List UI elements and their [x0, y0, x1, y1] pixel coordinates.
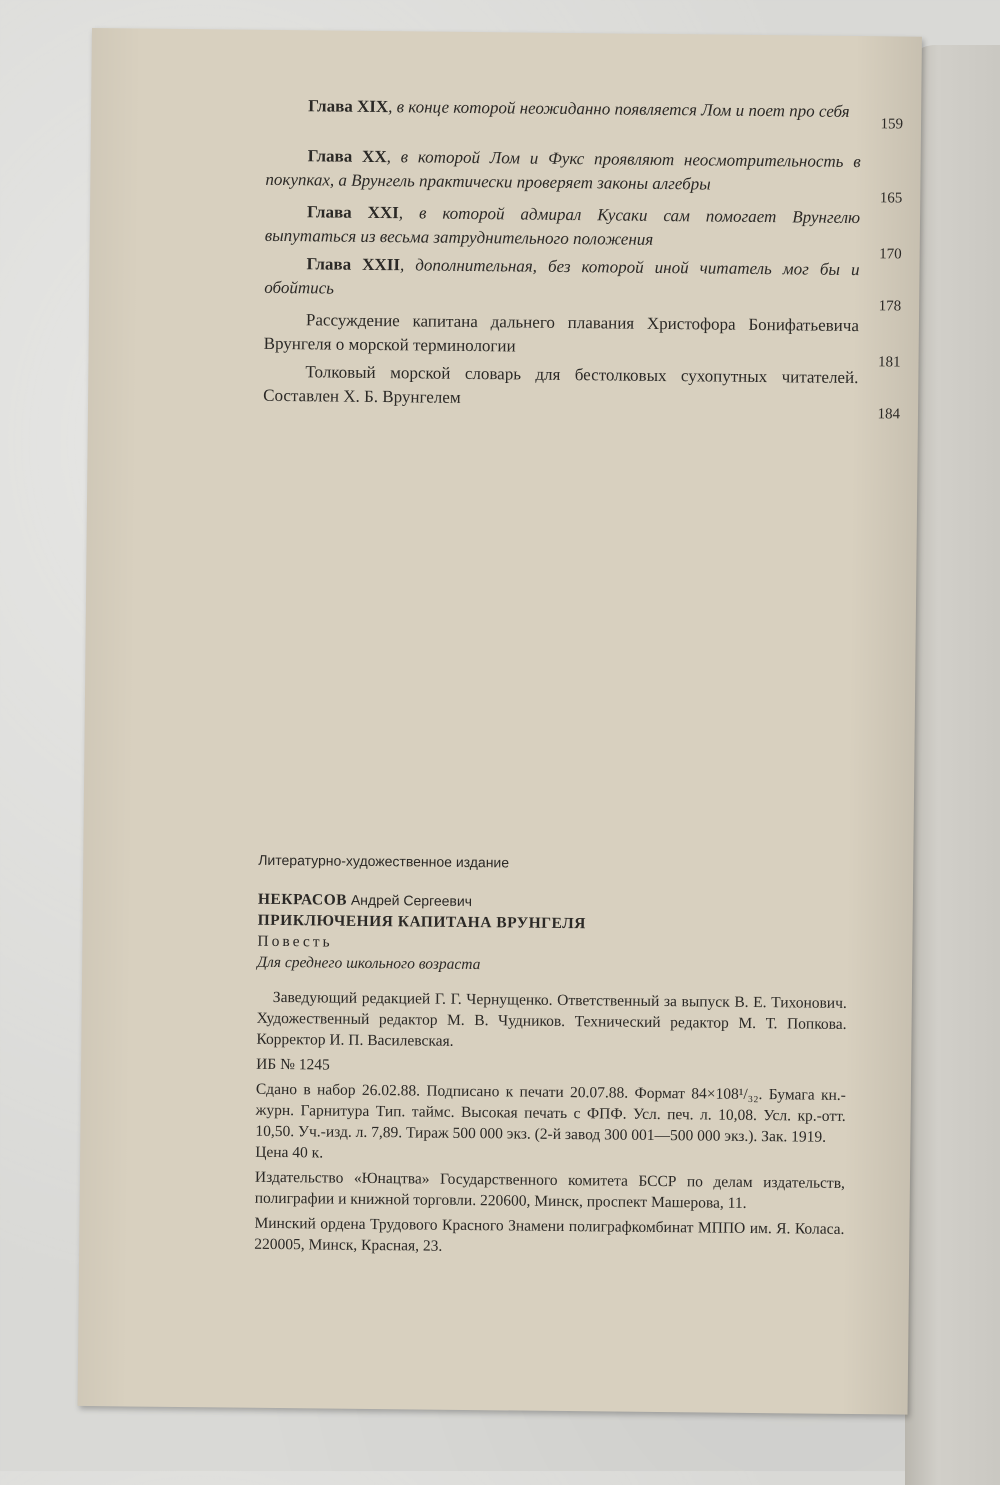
toc-entry-text: Рассуждение капитана дальнего плавания Христофора Бонифатьевича Врунгеля о морской терминологии [263, 310, 860, 356]
author-name: Андрей Сергеевич [350, 891, 473, 910]
toc-chapter-label: Глава XXII [306, 254, 401, 275]
toc-chapter-title: , в конце которой неожиданно появляется Лом и поет про себя [388, 97, 850, 121]
toc-chapter-label: Глава XX [307, 146, 387, 167]
toc-chapter-title: , в которой адмирал Кусаки сам помогает Врунгелю выпутаться из весьма затруднительного положения [264, 203, 861, 249]
genre: Повесть [257, 932, 333, 951]
audience: Для среднего школьного возраста [257, 953, 481, 974]
colophon [254, 850, 848, 1261]
table-of-contents [263, 94, 904, 423]
ib-number: ИБ № 1245 [256, 1055, 330, 1074]
publisher: Издательство «Юнацтва» Государственного комитета БССР по делам издательств, полиграфии и книжной торговли. 220600, Минск, проспект Машерова, 11. [254, 1168, 846, 1212]
book-page [78, 28, 922, 1415]
edition-type: Литературно-художественное издание [258, 851, 510, 871]
toc-chapter-title: , дополнительная, без которой иной читатель мог бы и обойтись [264, 255, 860, 298]
toc-page-number: 184 [877, 406, 901, 423]
toc-entry [263, 308, 901, 371]
author-surname: НЕКРАСОВ [257, 890, 348, 909]
toc-page-number: 170 [879, 246, 902, 263]
print-details: Сдано в набор 26.02.88. Подписано к печати 20.07.88. Формат 84×108¹/₃₂. Бумага кн.-журн. Гарнитура Тип. таймс. Высокая печать с ФПФ. Усл. печ. л. 10,08. Усл. кр.-отт. 10,50. Уч.-изд. л. 7,89. Тираж 500 000 экз. (2-й завод 300 001—500 000 экз.). Зак. 1919. [255, 1080, 846, 1146]
toc-page-number: 178 [878, 298, 902, 315]
printer: Минский ордена Трудового Красного Знамени полиграфкомбинат МППО им. Я. Коласа. 220005, Минск, Красная, 23. [254, 1214, 845, 1255]
toc-entry [264, 200, 902, 263]
toc-chapter-label: Глава XXI [306, 202, 399, 223]
toc-entry [265, 144, 903, 207]
toc-page-number: 181 [877, 354, 901, 371]
toc-page-number: 165 [879, 190, 903, 207]
toc-entry-text: Толковый морской словарь для бестолковых сухопутных читателей. Составлен Х. Б. Врунгелем [263, 362, 859, 407]
book-title: ПРИКЛЮЧЕНИЯ КАПИТАНА ВРУНГЕЛЯ [257, 911, 587, 933]
price: Цена 40 к. [255, 1143, 324, 1162]
toc-page-number: 159 [880, 116, 904, 133]
toc-chapter-label: Глава XIX [308, 96, 389, 117]
toc-chapter-title: , в которой Лом и Фукс проявляют неосмотрительность в покупках, а Врунгель практически проверяет законы алгебры [265, 147, 861, 194]
editorial-staff: Заведующий редакцией Г. Г. Чернущенко. Ответственный за выпуск В. Е. Тихонович. Художественный редактор М. В. Чудников. Технический редактор М. Т. Попкова. Корректор И. П. Василевская. [256, 988, 847, 1050]
toc-entry [266, 94, 904, 133]
